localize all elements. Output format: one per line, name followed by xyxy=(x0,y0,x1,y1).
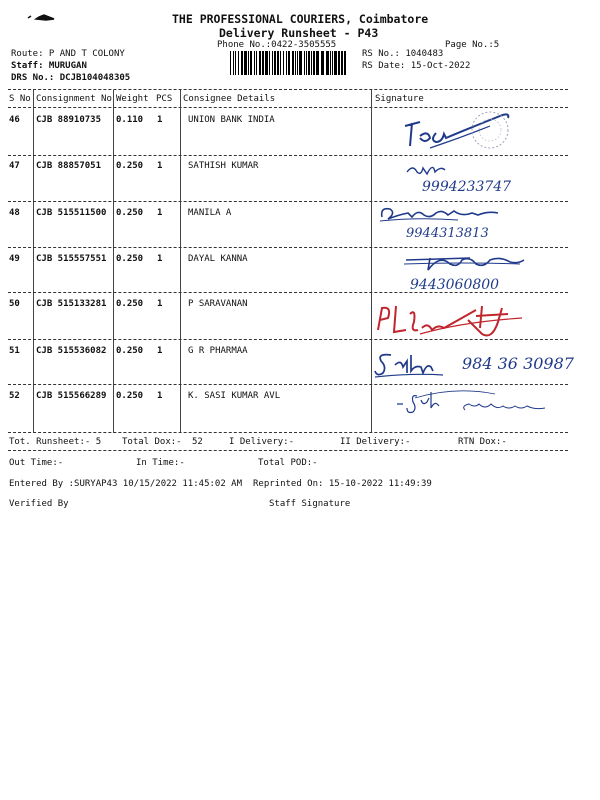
row-pcs: 1 xyxy=(157,299,163,309)
col-consignment: Consignment No xyxy=(36,94,112,104)
row-consignment: CJB 88910735 xyxy=(36,115,102,125)
staff-label: Staff: MURUGAN xyxy=(11,61,87,71)
barcode-bar xyxy=(254,51,255,75)
barcode-bar xyxy=(299,51,302,75)
barcode-bar xyxy=(338,51,340,75)
barcode-bar xyxy=(256,51,257,75)
barcode-bar xyxy=(241,51,243,75)
col-pcs: PCS xyxy=(156,94,173,104)
row-weight: 0.250 xyxy=(116,161,144,171)
barcode-bar xyxy=(341,51,343,75)
barcode-bar xyxy=(244,51,247,75)
out-time: Out Time:- xyxy=(9,458,64,468)
col-consignee: Consignee Details xyxy=(183,94,276,104)
total-dox-label: Total Dox:- xyxy=(122,437,182,447)
total-dox-value: 52 xyxy=(192,437,203,447)
signature-row-46 xyxy=(400,108,550,156)
barcode-bar xyxy=(238,51,239,75)
row-pcs: 1 xyxy=(157,254,163,264)
row-consignee: G R PHARMAA xyxy=(188,346,248,356)
row-pcs: 1 xyxy=(157,208,163,218)
row-weight: 0.250 xyxy=(116,208,144,218)
rs-number: RS No.: 1040483 xyxy=(362,49,444,59)
row-sno: 51 xyxy=(9,346,20,356)
barcode-bar xyxy=(265,51,268,75)
signature-row-47 xyxy=(405,158,485,180)
in-time: In Time:- xyxy=(136,458,185,468)
company-name: THE PROFESSIONAL COURIERS, Coimbatore xyxy=(172,12,429,26)
barcode-bar xyxy=(326,51,329,75)
row-pcs: 1 xyxy=(157,346,163,356)
handwritten-phone-row-49: 9443060800 xyxy=(410,277,500,293)
row-sno: 49 xyxy=(9,254,20,264)
page-number: Page No.:5 xyxy=(445,40,500,50)
barcode-bar xyxy=(272,51,273,75)
row-consignment: CJB 515133281 xyxy=(36,299,107,309)
tot-runsheet: Tot. Runsheet:- 5 xyxy=(9,437,102,447)
staff-signature: Staff Signature xyxy=(269,499,351,509)
col-divider xyxy=(113,90,114,433)
barcode-bar xyxy=(233,51,234,75)
barcode-bar xyxy=(280,51,281,75)
i-delivery: I Delivery:- xyxy=(229,437,295,447)
row-consignee: MANILA A xyxy=(188,208,232,218)
barcode-bar xyxy=(321,51,324,75)
rtn-dox: RTN Dox:- xyxy=(458,437,507,447)
row-separator xyxy=(8,384,568,385)
barcode-bar xyxy=(274,51,276,75)
barcode-bar xyxy=(288,51,290,75)
row-consignee: P SARAVANAN xyxy=(188,299,248,309)
barcode-bar xyxy=(262,51,264,75)
barcode-bar xyxy=(230,51,231,75)
barcode-bar xyxy=(311,51,312,75)
barcode-bar xyxy=(313,51,315,75)
barcode-bar xyxy=(316,51,319,75)
row-consignment: CJB 515557551 xyxy=(36,254,107,264)
barcode-bar xyxy=(269,51,270,75)
logo-mark xyxy=(26,11,56,23)
barcode-bar xyxy=(250,51,252,75)
row-pcs: 1 xyxy=(157,115,163,125)
barcode-bar xyxy=(330,51,331,75)
entered-by: Entered By :SURYAP43 10/15/2022 11:45:02 AM xyxy=(9,479,242,489)
row-consignee: DAYAL KANNA xyxy=(188,254,248,264)
row-sno: 47 xyxy=(9,161,20,171)
table-bottom-rule xyxy=(8,432,568,433)
row-consignment: CJB 515511500 xyxy=(36,208,107,218)
verified-by: Verified By xyxy=(9,499,69,509)
signature-row-48 xyxy=(378,203,508,227)
handwritten-phone-row-47: 9994233747 xyxy=(422,179,512,195)
row-sno: 48 xyxy=(9,208,20,218)
row-separator xyxy=(8,201,568,202)
ii-delivery: II Delivery:- xyxy=(340,437,411,447)
barcode-bar xyxy=(286,51,287,75)
reprinted-on: Reprinted On: 15-10-2022 11:49:39 xyxy=(253,479,432,489)
signature-row-50 xyxy=(372,300,527,342)
barcode-bar xyxy=(295,51,296,75)
sheet-title: Delivery Runsheet - P43 xyxy=(219,26,379,40)
barcode-bar xyxy=(306,51,307,75)
row-weight: 0.250 xyxy=(116,346,144,356)
row-sno: 52 xyxy=(9,391,20,401)
table-top-rule xyxy=(8,89,568,90)
col-divider xyxy=(180,90,181,433)
barcode-bar xyxy=(304,51,305,75)
row-separator xyxy=(8,247,568,248)
row-sno: 50 xyxy=(9,299,20,309)
col-divider xyxy=(371,90,372,433)
row-consignment: CJB 515566289 xyxy=(36,391,107,401)
route-label: Route: P AND T COLONY xyxy=(11,49,125,59)
row-consignment: CJB 515536082 xyxy=(36,346,107,356)
barcode-bar xyxy=(277,51,279,75)
col-sno: S No xyxy=(9,94,31,104)
row-weight: 0.250 xyxy=(116,254,144,264)
barcode-bar xyxy=(248,51,249,75)
col-signature: Signature xyxy=(375,94,424,104)
col-weight: Weight xyxy=(116,94,149,104)
row-consignee: UNION BANK INDIA xyxy=(188,115,275,125)
row-consignment: CJB 88857051 xyxy=(36,161,102,171)
rs-date: RS Date: 15-Oct-2022 xyxy=(362,61,471,71)
barcode xyxy=(230,51,350,77)
barcode-bar xyxy=(297,51,298,75)
row-weight: 0.250 xyxy=(116,299,144,309)
barcode-bar xyxy=(308,51,310,75)
barcode-bar xyxy=(334,51,337,75)
drs-number: DRS No.: DCJB104048305 xyxy=(11,73,131,83)
col-divider xyxy=(33,90,34,433)
barcode-bar xyxy=(344,51,346,75)
signature-row-49 xyxy=(400,250,530,274)
barcode-bar xyxy=(332,51,333,75)
row-sno: 46 xyxy=(9,115,20,125)
row-consignee: K. SASI KUMAR AVL xyxy=(188,391,281,401)
total-pod: Total POD:- xyxy=(258,458,318,468)
barcode-bar xyxy=(259,51,261,75)
barcode-bar xyxy=(292,51,294,75)
row-pcs: 1 xyxy=(157,161,163,171)
barcode-bar xyxy=(283,51,284,75)
row-pcs: 1 xyxy=(157,391,163,401)
handwritten-phone-row-48: 9944313813 xyxy=(406,226,489,241)
row-weight: 0.110 xyxy=(116,115,144,125)
row-consignee: SATHISH KUMAR xyxy=(188,161,259,171)
footer-rule xyxy=(8,450,568,451)
barcode-bar xyxy=(235,51,236,75)
phone-number: Phone No.:0422-3505555 xyxy=(217,40,337,50)
signature-row-51 xyxy=(373,345,463,381)
handwritten-phone-row-51: 984 36 30987 xyxy=(462,354,574,373)
signature-row-52 xyxy=(395,388,555,428)
row-weight: 0.250 xyxy=(116,391,144,401)
